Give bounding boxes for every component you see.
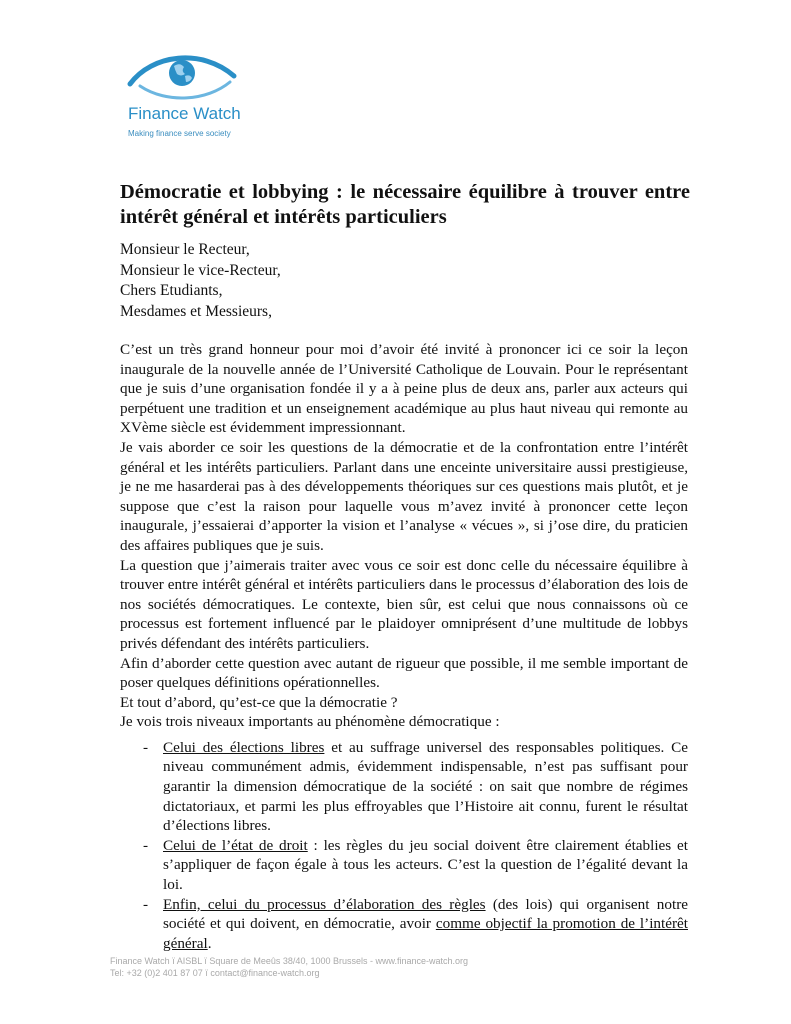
list-dash: - [143, 895, 149, 913]
brand-name: Finance Watch [128, 104, 241, 123]
paragraph: Je vois trois niveaux importants au phénomène démocratique : [120, 713, 500, 731]
paragraph: Je vais aborder ce soir les questions de la démocratie et de la confrontation entre l’intérêt général et les intérêts particuliers. Parlant dans une enceinte universitaire aussi prestigieuse, je ne me hasarderai pas à des développements théoriques sur ces questions mais plutôt, et je suppose que c’est la raison pour laquelle vous m’avez invité à prononcer cette leçon inaugurale, j’essaierai d’apporter la vision et l’analyse « vécues », si j’ose dire, du praticien des affaires publiques que je suis. [120, 438, 688, 554]
footer-address: Finance Watch ï AISBL ï Square de Meeûs 38/40, 1000 Brussels - www.finance-watch.org [110, 956, 469, 966]
salutation [120, 240, 281, 322]
eye-globe-icon [122, 46, 252, 106]
underlined-phrase: Celui de l’état de droit [163, 836, 308, 854]
document-title: Démocratie et lobbying : le nécessaire équilibre à trouver entre intérêt général et intérêts particuliers [120, 181, 690, 228]
page-footer [110, 955, 468, 979]
list-text: et au suffrage universel des responsables politiques. Ce niveau communément admis, évidemment indispensable, n’est pas suffisant pour garantir la dimension démocratique de la société : on sait que nombre de régimes dictatoriaux, et parmi les plus effroyables que l’Histoire ait connu, furent le résultat d’élections libres. [163, 738, 689, 835]
salutation-line: Mesdames et Messieurs, [120, 302, 272, 320]
list-text: . [207, 934, 212, 952]
salutation-line: Monsieur le Recteur, [120, 241, 250, 258]
list-item [120, 836, 688, 895]
paragraph: Et tout d’abord, qu’est-ce que la démocratie ? [120, 693, 398, 711]
underlined-phrase: comme objectif la promotion de l’intérêt général [163, 915, 688, 952]
brand-tagline: Making finance serve society [128, 129, 231, 138]
salutation-line: Chers Etudiants, [120, 282, 223, 299]
paragraph: La question que j’aimerais traiter avec vous ce soir est donc celle du nécessaire équilibre à trouver entre intérêt général et intérêts particuliers dans le processus d’élaboration des lois de nos sociétés démocratiques. Le contexte, bien sûr, est celui que nous connaissons où ce processus est fortement influencé par le plaidoyer omniprésent d’une multitude de lobbys privés défendant des intérêts particuliers. [120, 556, 688, 652]
salutation-line: Monsieur le vice-Recteur, [120, 261, 281, 279]
underlined-phrase: Celui des élections libres [163, 738, 325, 756]
paragraph: C’est un très grand honneur pour moi d’avoir été invité à prononcer ici ce soir la leçon inaugurale de la nouvelle année de l’Université Catholique de Louvain. Pour le représentant que je suis d’une organisation fondée il y a à peine plus de deux ans, parler aux acteurs qui perpétuent une tradition et un enseignement académique au plus haut niveau qui remonte au XVème siècle est évidemment impressionnant. [120, 341, 688, 437]
list-item [120, 895, 688, 954]
paragraph: Afin d’aborder cette question avec autant de rigueur que possible, il me semble important de poser quelques définitions opérationnelles. [120, 654, 688, 692]
underlined-phrase: Enfin, celui du processus d’élaboration des règles [163, 895, 486, 913]
list-dash: - [143, 836, 149, 854]
list-item [120, 738, 688, 836]
list-dash: - [143, 738, 149, 756]
document-body [120, 340, 688, 953]
list-text: : les règles du jeu social doivent être clairement établies et s’appliquer de façon égale à tous les acteurs. C’est la question de l’égalité devant la loi. [163, 836, 688, 894]
list-text: (des lois) qui organisent notre société et qui doivent, en démocratie, avoir [163, 895, 688, 933]
levels-list [120, 738, 688, 954]
footer-contact: Tel: +32 (0)2 401 87 07 ï contact@finance-watch.org [110, 968, 320, 978]
